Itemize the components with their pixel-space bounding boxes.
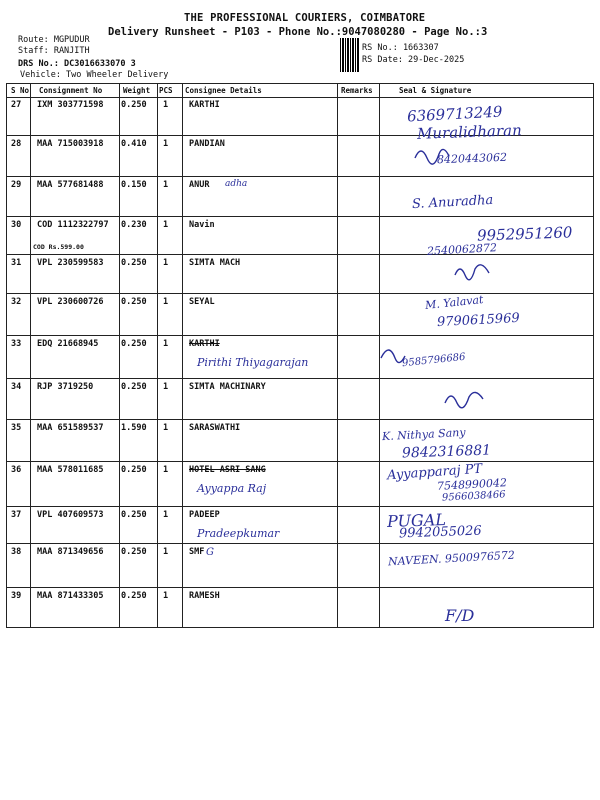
table-row xyxy=(7,177,593,217)
rs-date: RS Date: 29-Dec-2025 xyxy=(362,55,465,65)
row-weight: 0.250 xyxy=(121,297,147,307)
signature-stroke xyxy=(445,392,483,407)
row-consignment-no: MAA 715003918 xyxy=(37,139,104,149)
row-consignee: Navin xyxy=(189,220,215,230)
row-sno: 33 xyxy=(11,339,22,349)
row-consignee: KARTHI xyxy=(189,100,220,110)
col-divider xyxy=(30,84,31,627)
staff: Staff: RANJITH xyxy=(18,46,90,56)
row-sno: 39 xyxy=(11,591,22,601)
handwritten-signature-text: 9942055026 xyxy=(398,523,482,542)
row-pcs: 1 xyxy=(163,258,169,268)
signature-scribble xyxy=(405,138,465,172)
row-sno: 32 xyxy=(11,297,22,307)
rs-no: RS No.: 1663307 xyxy=(362,43,439,53)
table-row xyxy=(7,336,593,379)
row-consignee: SIMTA MACH xyxy=(189,258,241,268)
row-consignment-no: VPL 407609573 xyxy=(37,510,104,520)
row-sno: 29 xyxy=(11,180,22,190)
handwritten-signature-text: S. Anuradha xyxy=(411,192,494,213)
handwritten-consignee: Ayyappa Raj xyxy=(197,482,267,495)
row-consignee: SIMTA MACHINARY xyxy=(189,382,266,392)
row-weight: 0.250 xyxy=(121,465,147,475)
handwritten-signature-text: 6369713249 xyxy=(406,102,503,126)
row-pcs: 1 xyxy=(163,339,169,349)
row-weight: 1.590 xyxy=(121,423,147,433)
row-weight: 0.250 xyxy=(121,591,147,601)
table-row xyxy=(7,544,593,588)
row-consignee: PADEEP xyxy=(189,510,220,520)
table-row xyxy=(7,420,593,462)
table-row xyxy=(7,136,593,177)
row-sno: 34 xyxy=(11,382,22,392)
handwritten-signature-text: Ayyapparaj PT xyxy=(386,461,483,484)
row-consignee: HOTEL ASRI SANG xyxy=(189,465,266,475)
col-pcs: PCS xyxy=(159,86,173,95)
col-divider xyxy=(119,84,120,627)
row-sno: 28 xyxy=(11,139,22,149)
handwritten-signature-text: K. Nithya Sany xyxy=(381,425,466,444)
handwritten-consignee: Pradeepkumar xyxy=(197,527,280,540)
row-pcs: 1 xyxy=(163,220,169,230)
handwritten-signature-text: 8420443062 xyxy=(436,150,508,167)
row-consignment-no: MAA 578011685 xyxy=(37,465,104,475)
handwritten-signature-text: PUGAL xyxy=(386,509,447,532)
signature-stroke xyxy=(381,350,405,363)
row-consignment-no: VPL 230600726 xyxy=(37,297,104,307)
barcode xyxy=(340,38,360,72)
table-row xyxy=(7,294,593,336)
table-row xyxy=(7,255,593,294)
handwritten-consignee: adha xyxy=(225,179,248,189)
col-seal: Seal & Signature xyxy=(399,86,472,95)
row-consignee: SMF xyxy=(189,547,205,557)
col-sno: S No xyxy=(11,86,30,95)
signature-scribble xyxy=(379,338,439,372)
company-name: THE PROFESSIONAL COURIERS, COIMBATORE xyxy=(184,12,426,24)
row-pcs: 1 xyxy=(163,297,169,307)
row-consignment-no: RJP 3719250 xyxy=(37,382,94,392)
row-consignment-no: VPL 230599583 xyxy=(37,258,104,268)
signature-scribble xyxy=(445,257,505,291)
row-consignment-no: IXM 303771598 xyxy=(37,100,104,110)
row-sno: 37 xyxy=(11,510,22,520)
row-consignee: RAMESH xyxy=(189,591,220,601)
handwritten-signature-text: M. Yalavat xyxy=(424,292,485,313)
col-consignee: Consignee Details xyxy=(185,86,262,95)
col-divider xyxy=(157,84,158,627)
row-weight: 0.410 xyxy=(121,139,147,149)
handwritten-consignee: Pirithi Thiyagarajan xyxy=(197,356,309,369)
row-pcs: 1 xyxy=(163,100,169,110)
row-pcs: 1 xyxy=(163,465,169,475)
route: Route: MGPUDUR xyxy=(18,35,90,45)
handwritten-signature-text: F/D xyxy=(445,606,475,625)
cod-amount: COD Rs.599.00 xyxy=(33,243,84,251)
handwritten-signature-text: NAVEEN. 9500976572 xyxy=(387,548,516,569)
row-consignment-no: MAA 651589537 xyxy=(37,423,104,433)
table-header xyxy=(7,84,593,98)
row-pcs: 1 xyxy=(163,423,169,433)
table-row xyxy=(7,379,593,420)
handwritten-signature-text: 2540062872 xyxy=(426,241,498,258)
row-weight: 0.250 xyxy=(121,339,147,349)
col-divider xyxy=(379,84,380,627)
row-sno: 38 xyxy=(11,547,22,557)
table-row xyxy=(7,462,593,507)
handwritten-signature-text: 7548990042 xyxy=(436,476,508,493)
handwritten-signature-text: 9585796686 xyxy=(401,351,467,370)
row-consignee: ANUR xyxy=(189,180,210,190)
row-consignment-no: MAA 871433305 xyxy=(37,591,104,601)
handwritten-signature-text: Muralidharan xyxy=(416,121,523,143)
table-row xyxy=(7,507,593,544)
table-row xyxy=(7,97,593,143)
row-consignment-no: MAA 577681488 xyxy=(37,180,104,190)
handwritten-signature-text: 9952951260 xyxy=(476,223,573,245)
vehicle: Vehicle: Two Wheeler Delivery xyxy=(20,70,169,80)
row-consignee: PANDIAN xyxy=(189,139,225,149)
col-divider xyxy=(182,84,183,627)
row-sno: 27 xyxy=(11,100,22,110)
row-weight: 0.250 xyxy=(121,547,147,557)
row-consignee: SARASWATHI xyxy=(189,423,241,433)
row-weight: 0.230 xyxy=(121,220,147,230)
col-remarks: Remarks xyxy=(341,86,373,95)
handwritten-signature-text: 9566038466 xyxy=(441,489,506,504)
col-divider xyxy=(337,84,338,627)
row-consignee: KARTHI xyxy=(189,339,220,349)
row-consignment-no: EDQ 21668945 xyxy=(37,339,99,349)
row-weight: 0.250 xyxy=(121,258,147,268)
col-consignment: Consignment No xyxy=(39,86,103,95)
row-weight: 0.150 xyxy=(121,180,147,190)
row-pcs: 1 xyxy=(163,139,169,149)
row-pcs: 1 xyxy=(163,591,169,601)
row-sno: 35 xyxy=(11,423,22,433)
row-consignment-no: MAA 871349656 xyxy=(37,547,104,557)
table-row xyxy=(7,217,593,258)
handwritten-consignee: G xyxy=(206,547,214,558)
row-weight: 0.250 xyxy=(121,100,147,110)
signature-stroke xyxy=(415,149,449,164)
row-pcs: 1 xyxy=(163,382,169,392)
col-weight: Weight xyxy=(123,86,151,95)
handwritten-signature-text: 9842316881 xyxy=(401,442,492,462)
row-sno: 31 xyxy=(11,258,22,268)
row-consignee: SEYAL xyxy=(189,297,215,307)
runsheet-table xyxy=(6,83,594,628)
row-weight: 0.250 xyxy=(121,510,147,520)
drs-no: DRS No.: DC3016633070 3 xyxy=(18,59,136,69)
row-pcs: 1 xyxy=(163,510,169,520)
row-pcs: 1 xyxy=(163,547,169,557)
table-row xyxy=(7,588,593,629)
row-weight: 0.250 xyxy=(121,382,147,392)
signature-scribble xyxy=(435,381,495,415)
handwritten-signature-text: 9790615969 xyxy=(436,310,521,331)
row-sno: 30 xyxy=(11,220,22,230)
signature-stroke xyxy=(455,265,489,280)
row-pcs: 1 xyxy=(163,180,169,190)
runsheet-header xyxy=(0,0,600,82)
row-sno: 36 xyxy=(11,465,22,475)
runsheet-title: Delivery Runsheet - P103 - Phone No.:9047080280 - Page No.:3 xyxy=(108,26,488,38)
row-consignment-no: COD 1112322797 xyxy=(37,220,109,230)
